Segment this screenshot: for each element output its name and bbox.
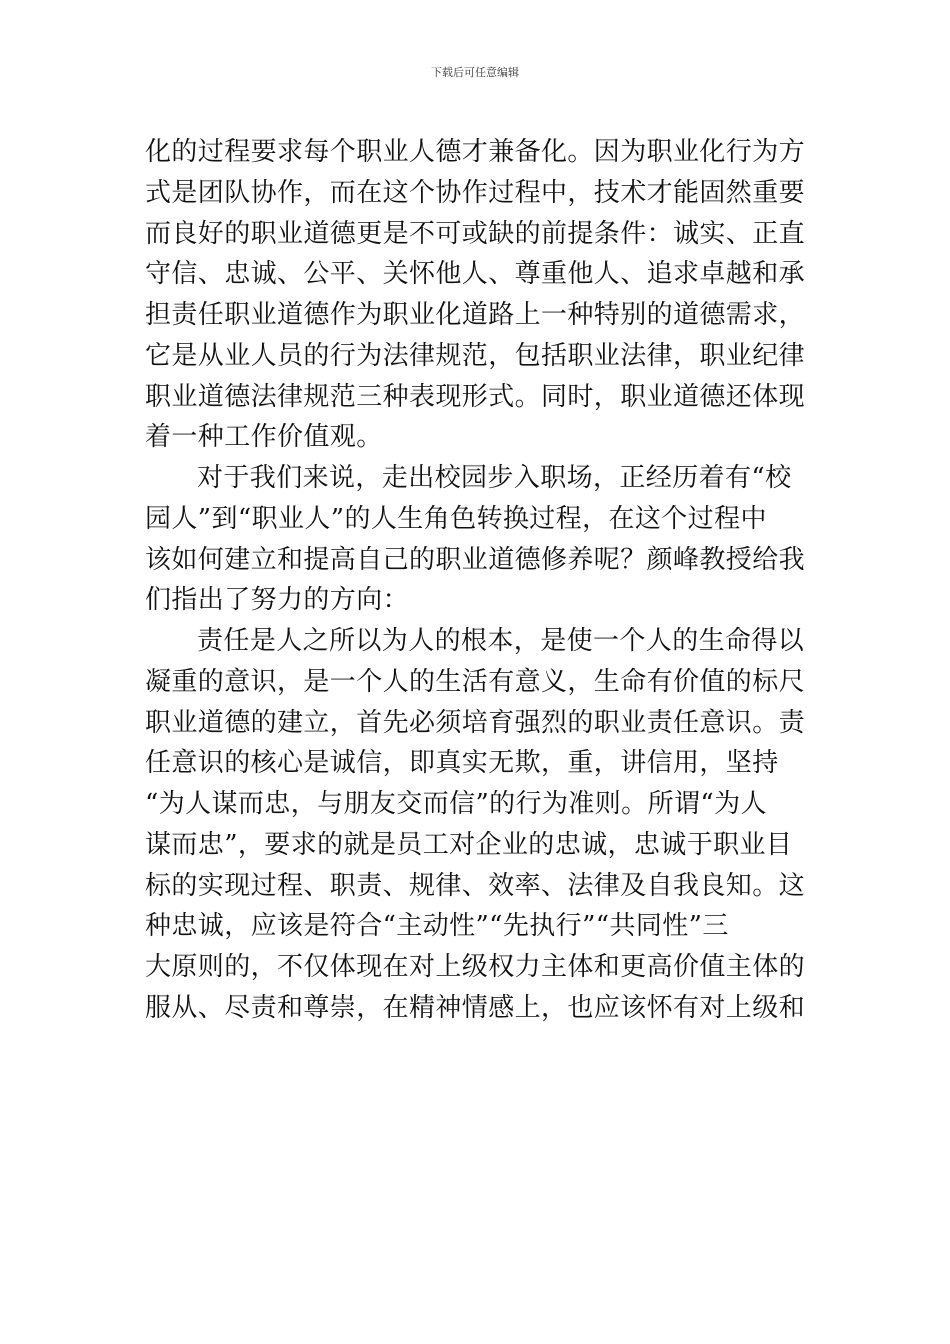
text-line: 它是从业人员的行为法律规范，包括职业法律，职业纪律 [145, 340, 806, 371]
paragraph-1 [145, 132, 805, 458]
text-line: 职业道德的建立，首先必须培育强烈的职业责任意识。责 [145, 707, 806, 738]
paragraph-3 [145, 621, 805, 1029]
text-line: 园人”到“职业人”的人生角色转换过程，在这个过程中 [145, 503, 767, 534]
text-line: 着一种工作价值观。 [145, 422, 383, 453]
text-line: 式是团队协作，而在这个协作过程中，技术才能固然重要 [145, 177, 806, 208]
text-line: 担责任职业道德作为职业化道路上一种特别的道德需求， [145, 300, 806, 330]
text-line: 守信、忠诚、公平、关怀他人、尊重他人、追求卓越和承 [145, 259, 806, 290]
text-line: 们指出了努力的方向： [145, 585, 410, 616]
text-line: 任意识的核心是诚信，即真实无欺，重，讲信用，坚持 [145, 748, 779, 779]
paragraph-2 [145, 458, 805, 621]
text-line: 服从、尽责和尊崇，在精神情感上，也应该怀有对上级和 [145, 992, 806, 1023]
text-line: 标的实现过程、职责、规律、效率、法律及自我良知。这 [145, 870, 806, 901]
text-line-first: 对于我们来说，走出校园步入职场，正经历着有“校 [197, 463, 792, 493]
text-line: 化的过程要求每个职业人德才兼备化。因为职业化行为方 [145, 137, 806, 167]
text-line: 大原则的，不仅体现在对上级权力主体和更高价值主体的 [145, 952, 806, 982]
text-line: 而良好的职业道德更是不可或缺的前提条件：诚实、正直 [145, 218, 806, 249]
text-line: “为人谋而忠，与朋友交而信”的行为准则。所谓“为人 [145, 789, 767, 819]
text-line-first: 责任是人之所以为人的根本，是使一个人的生命得以 [197, 626, 805, 656]
page-header: 下载后可任意编辑 [431, 66, 519, 79]
document-body [145, 132, 805, 1029]
text-line: 谋而忠”，要求的就是员工对企业的忠诚，忠诚于职业目 [145, 829, 793, 860]
text-line: 凝重的意识，是一个人的生活有意义，生命有价值的标尺 [145, 666, 806, 697]
text-line: 该如何建立和提高自己的职业道德修养呢？颜峰教授给我 [145, 544, 806, 575]
text-line: 种忠诚，应该是符合“主动性”“先执行”“共同性”三 [145, 911, 729, 942]
text-line: 职业道德法律规范三种表现形式。同时，职业道德还体现 [145, 381, 806, 412]
